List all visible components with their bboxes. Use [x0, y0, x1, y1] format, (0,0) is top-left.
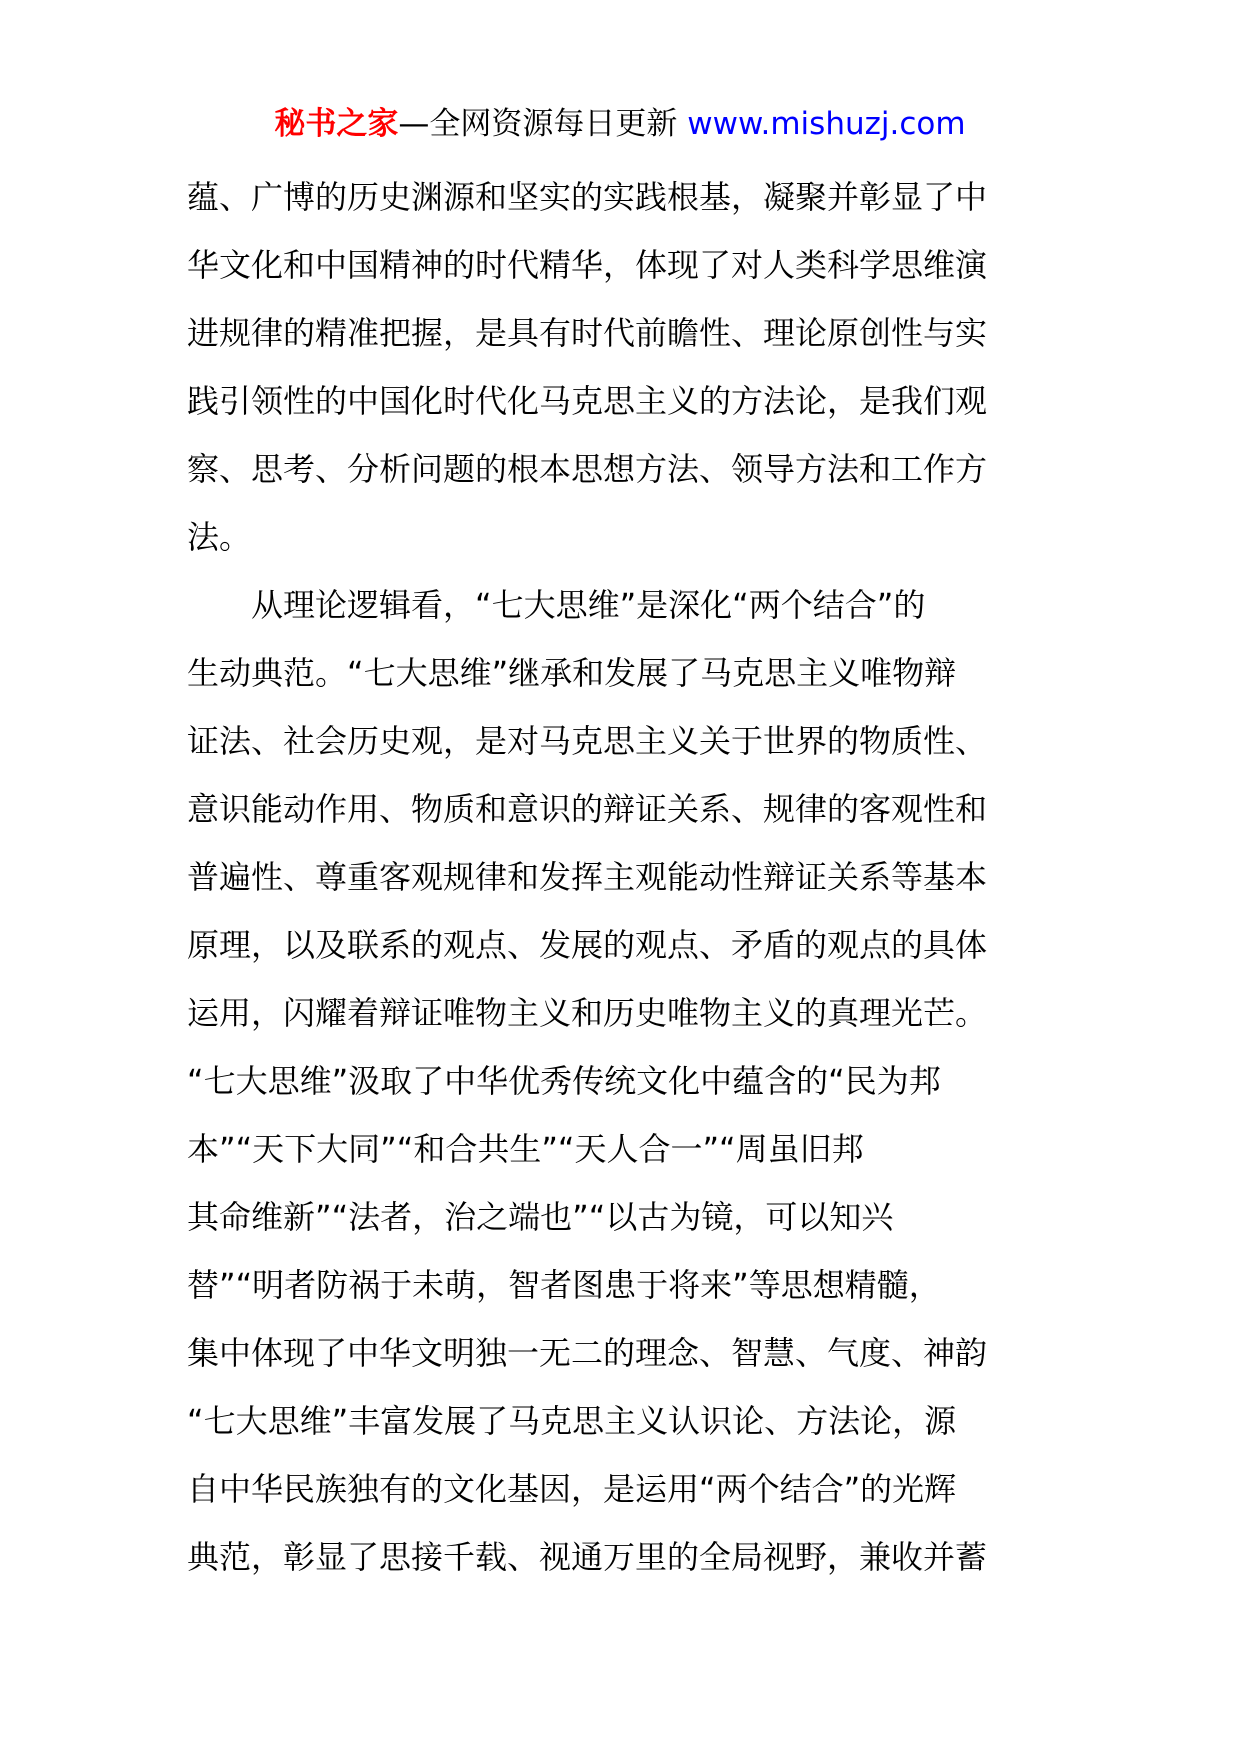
text-line: 察、思考、分析问题的根本思想方法、领导方法和工作方 [187, 450, 988, 488]
text-line: 集中体现了中华文明独一无二的理念、智慧、气度、神韵 [187, 1334, 988, 1372]
header-tagline: —全网资源每日更新 [398, 106, 678, 142]
text-line: 证法、社会历史观，是对马克思主义关于世界的物质性、 [187, 722, 988, 760]
text-line: 自中华民族独有的文化基因，是运用“两个结合”的光辉 [187, 1470, 957, 1508]
text-line: 典范，彰显了思接千载、视通万里的全局视野，兼收并蓄 [187, 1538, 988, 1576]
text-line: 普遍性、尊重客观规律和发挥主观能动性辩证关系等基本 [187, 858, 988, 896]
text-line: 原理，以及联系的观点、发展的观点、矛盾的观点的具体 [187, 926, 988, 964]
text-line: 从理论逻辑看，“七大思维”是深化“两个结合”的 [251, 586, 926, 624]
text-line: 本”“天下大同”“和合共生”“天人合一”“周虽旧邦 [187, 1130, 864, 1168]
text-line: 践引领性的中国化时代化马克思主义的方法论，是我们观 [187, 382, 988, 420]
text-line: 法。 [187, 518, 252, 556]
document-body [187, 163, 1053, 1591]
text-line: 进规律的精准把握，是具有时代前瞻性、理论原创性与实 [187, 314, 988, 352]
text-line: 替”“明者防祸于未萌，智者图患于将来”等思想精髓， [187, 1266, 941, 1304]
text-line: 其命维新”“法者，治之端也”“以古为镜，可以知兴 [187, 1198, 894, 1236]
website-link[interactable]: www.mishuzj.com [687, 106, 966, 142]
text-line: 生动典范。“七大思维”继承和发展了马克思主义唯物辩 [187, 654, 957, 692]
page-header [0, 100, 1240, 148]
text-line: “七大思维”丰富发展了马克思主义认识论、方法论，源 [187, 1402, 957, 1440]
text-line: 华文化和中国精神的时代精华，体现了对人类科学思维演 [187, 246, 988, 284]
text-line: 运用，闪耀着辩证唯物主义和历史唯物主义的真理光芒。 [187, 994, 988, 1032]
text-line: 意识能动作用、物质和意识的辩证关系、规律的客观性和 [187, 790, 988, 828]
text-line: 蕴、广博的历史渊源和坚实的实践根基，凝聚并彰显了中 [187, 178, 988, 216]
text-line: “七大思维”汲取了中华优秀传统文化中蕴含的“民为邦 [187, 1062, 941, 1100]
brand-name: 秘书之家 [274, 106, 399, 142]
